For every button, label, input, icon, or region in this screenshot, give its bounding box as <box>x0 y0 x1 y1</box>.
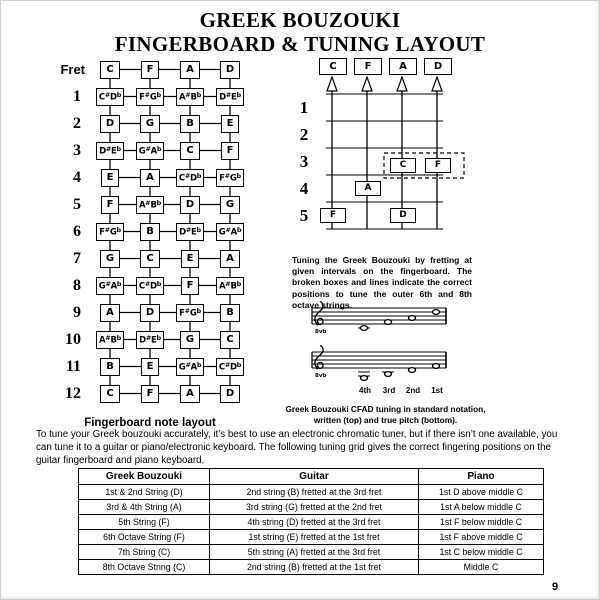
fingerboard-cell <box>90 88 130 106</box>
table-cell: 1st C below middle C <box>419 545 544 560</box>
note-box: E <box>181 250 200 268</box>
accidental: # <box>105 279 111 288</box>
fingerboard-cell <box>130 331 170 349</box>
fingerboard-cell <box>130 304 170 322</box>
fingerboard-cell <box>170 250 210 268</box>
accidental: # <box>224 171 230 180</box>
note-box: $C^{\#}D^b$ <box>136 277 164 295</box>
fingerboard-cell <box>170 331 210 349</box>
fret-number: 10 <box>65 330 81 348</box>
whole-note <box>361 376 368 381</box>
fingerboard-cell <box>170 115 210 133</box>
note-box: G <box>180 331 200 349</box>
accidental: b <box>196 171 202 180</box>
fingerboard-cell <box>130 277 170 295</box>
whole-note <box>409 368 416 373</box>
fingerboard-cell <box>90 277 130 295</box>
fingerboard-cell <box>90 331 130 349</box>
string-label: 1st <box>431 386 443 395</box>
fingerboard-caption: Fingerboard note layout <box>84 417 216 429</box>
table-row <box>79 530 544 545</box>
note-box: C <box>100 385 119 403</box>
fret-number: 7 <box>73 249 81 267</box>
note-box: F <box>181 277 200 295</box>
tuning-table <box>78 468 544 575</box>
fingerboard-fret-row <box>50 380 250 407</box>
table-body <box>79 485 544 575</box>
table-cell: 3rd string (G) fretted at the 2nd fret <box>210 500 419 515</box>
fingerboard-header-row <box>50 56 250 83</box>
accidental: # <box>185 360 191 369</box>
fingerboard-cell <box>90 223 130 241</box>
accidental: b <box>116 333 121 342</box>
octave-mark: 8vb <box>315 329 327 335</box>
fret-number: 2 <box>73 114 81 132</box>
accidental: b <box>236 225 242 234</box>
fingerboard-cell <box>210 304 250 322</box>
arrowhead-icon <box>432 77 442 91</box>
note-box: D <box>180 196 200 214</box>
tuning-diagram <box>292 58 477 253</box>
fingerboard-fret-row <box>50 218 250 245</box>
note-box: A <box>180 385 200 403</box>
fingerboard-cell <box>210 223 250 241</box>
note-box: $C^{\#}D^b$ <box>216 358 244 376</box>
accidental: # <box>225 90 232 99</box>
accidental: b <box>236 279 241 288</box>
fingerboard-cell <box>90 385 130 403</box>
table-row <box>79 500 544 515</box>
note-box: E <box>221 115 240 133</box>
note-box: A <box>220 250 240 268</box>
fingerboard-cell <box>130 196 170 214</box>
table-cell: 3rd & 4th String (A) <box>79 500 210 515</box>
note-box: $F^{\#}G^b$ <box>136 88 164 106</box>
table-cell: 1st F below middle C <box>419 515 544 530</box>
fingerboard-cell <box>130 223 170 241</box>
note-box: $G^{\#}A^b$ <box>96 277 124 295</box>
fingerboard-fret-row <box>50 164 250 191</box>
title-line-2: FINGERBOARD & TUNING LAYOUT <box>114 31 486 56</box>
open-note-box: D <box>220 61 240 79</box>
open-note-box: F <box>141 61 160 79</box>
fingerboard-cell <box>170 223 210 241</box>
fingerboard-fret-row <box>50 191 250 218</box>
table-cell: 1st D above middle C <box>419 485 544 500</box>
note-box: F <box>221 142 240 160</box>
fingerboard-cell <box>170 277 210 295</box>
fingerboard-cell <box>90 250 130 268</box>
table-row <box>79 560 544 575</box>
accidental: # <box>144 279 150 288</box>
fretted-note-box: A <box>355 181 381 196</box>
string-label: 3rd <box>382 386 396 395</box>
note-box: C <box>140 250 159 268</box>
note-box: $C^{\#}D^b$ <box>96 88 124 106</box>
table-header-piano: Piano <box>419 469 544 485</box>
note-box: D <box>220 385 240 403</box>
fingerboard-cell <box>210 250 250 268</box>
note-box: $A^{\#}B^b$ <box>176 88 204 106</box>
accidental: b <box>196 90 201 99</box>
table-cell: 2nd string (B) fretted at the 1st fret <box>210 560 419 575</box>
open-note-box: C <box>100 61 119 79</box>
fingerboard-cell <box>210 88 250 106</box>
fingerboard-cell <box>210 331 250 349</box>
fret-number: 5 <box>73 195 81 213</box>
accidental: # <box>185 225 192 234</box>
fret-number: 4 <box>299 179 309 198</box>
tuning-grid-lines <box>292 58 477 253</box>
note-box: A <box>140 169 160 187</box>
note-box: D <box>140 304 160 322</box>
note-box: F <box>101 196 120 214</box>
page-title <box>0 9 600 56</box>
accidental: # <box>184 171 190 180</box>
fingerboard-cell <box>210 196 250 214</box>
fret-column-label: Fret <box>60 62 85 77</box>
note-box: E <box>141 358 160 376</box>
whole-note <box>433 364 440 369</box>
fret-number: 11 <box>65 357 81 375</box>
arrowhead-icon <box>397 77 407 91</box>
accidental: # <box>144 90 150 99</box>
note-box: B <box>180 115 200 133</box>
note-box: $F^{\#}G^b$ <box>176 304 204 322</box>
fingerboard-cell <box>210 358 250 376</box>
accidental: # <box>224 360 230 369</box>
music-notation <box>296 300 471 398</box>
fret-number: 8 <box>73 276 81 294</box>
body-paragraph: To tune your Greek bouzouki accurately, it’s best to use an electronic chromatic tuner, but if there isn’t one available, you can tune it to a guitar or piano/electronic keyboard. The following tuning grid gives the correct fingering positions on the guitar fingerboard and piano keyboard. <box>36 429 558 466</box>
fret-number: 1 <box>299 98 309 117</box>
fingerboard-cell <box>90 304 130 322</box>
table-cell: Middle C <box>419 560 544 575</box>
note-box: G <box>140 115 160 133</box>
note-box: $D^{\#}E^b$ <box>136 331 164 349</box>
accidental: # <box>104 225 110 234</box>
fingerboard-cell <box>90 61 130 79</box>
open-string-box: F <box>354 58 382 75</box>
fingerboard-diagram <box>50 56 250 429</box>
note-box: $A^{\#}B^b$ <box>216 277 244 295</box>
fretted-note-box: F <box>320 208 346 223</box>
fingerboard-cell <box>90 169 130 187</box>
accidental: b <box>116 225 121 234</box>
table-cell: 5th String (F) <box>79 515 210 530</box>
note-box: $F^{\#}G^b$ <box>216 169 244 187</box>
table-cell: 7th String (C) <box>79 545 210 560</box>
fingerboard-cell <box>90 196 130 214</box>
fingerboard-cell <box>170 358 210 376</box>
accidental: # <box>104 90 110 99</box>
table-cell: 8th Octave String (C) <box>79 560 210 575</box>
note-box: $C^{\#}D^b$ <box>176 169 204 187</box>
note-box: G <box>100 250 120 268</box>
table-cell: 6th Octave String (F) <box>79 530 210 545</box>
octave-tuning-box: F <box>425 158 451 173</box>
note-box: F <box>141 385 160 403</box>
title-line-1: GREEK BOUZOUKI <box>199 8 401 32</box>
fingerboard-fret-row <box>50 245 250 272</box>
fingerboard-fret-row <box>50 272 250 299</box>
fingerboard-cell <box>130 358 170 376</box>
whole-note <box>361 326 368 331</box>
fret-number: 1 <box>73 87 81 105</box>
note-box: $G^{\#}A^b$ <box>216 223 244 241</box>
accidental: b <box>196 306 201 315</box>
fingerboard-cell <box>130 385 170 403</box>
open-note-box: A <box>180 61 200 79</box>
note-box: $A^{\#}B^b$ <box>96 331 124 349</box>
note-box: E <box>101 169 120 187</box>
open-string-box: C <box>319 58 347 75</box>
notation-caption: Greek Bouzouki CFAD tuning in standard notation, written (top) and true pitch (bottom). <box>285 404 486 425</box>
fingerboard-cell <box>170 169 210 187</box>
whole-note <box>385 372 392 377</box>
accidental: b <box>156 144 162 153</box>
note-box: $D^{\#}E^b$ <box>216 88 244 106</box>
fingerboard-fret-row <box>50 353 250 380</box>
staff-written <box>312 302 446 336</box>
table-row <box>79 545 544 560</box>
note-box: $A^{\#}B^b$ <box>136 196 164 214</box>
octave-tuning-box: C <box>390 158 416 173</box>
accidental: # <box>105 333 111 342</box>
fingerboard-rows <box>50 83 250 407</box>
fingerboard-cell <box>210 277 250 295</box>
table-header-guitar: Guitar <box>210 469 419 485</box>
treble-clef-icon <box>315 346 323 370</box>
note-box: $D^{\#}E^b$ <box>96 142 124 160</box>
fret-number: 2 <box>299 125 309 144</box>
page-number: 9 <box>552 581 559 593</box>
note-box: B <box>220 304 240 322</box>
whole-note <box>409 316 416 321</box>
fingerboard-cell <box>210 169 250 187</box>
fingerboard-fret-row <box>50 326 250 353</box>
table-row <box>79 515 544 530</box>
fingerboard-cell <box>210 61 250 79</box>
string-label: 2nd <box>405 386 421 395</box>
fingerboard-cell <box>170 304 210 322</box>
accidental: # <box>225 279 231 288</box>
table-cell: 1st A below middle C <box>419 500 544 515</box>
note-box: $D^{\#}E^b$ <box>176 223 204 241</box>
table-cell: 4th string (D) fretted at the 3rd fret <box>210 515 419 530</box>
accidental: b <box>196 360 202 369</box>
fret-number: 12 <box>65 384 81 402</box>
whole-note <box>433 310 440 315</box>
open-string-box: A <box>389 58 417 75</box>
fingerboard-cell <box>130 169 170 187</box>
accidental: b <box>116 279 122 288</box>
table-cell: 1st & 2nd String (D) <box>79 485 210 500</box>
fingerboard-cell <box>170 61 210 79</box>
fingerboard-cell <box>130 61 170 79</box>
note-box: D <box>100 115 120 133</box>
accidental: b <box>236 360 242 369</box>
fingerboard-cell <box>130 88 170 106</box>
table-header-bouzouki: Greek Bouzouki <box>79 469 210 485</box>
fingerboard-cell <box>90 358 130 376</box>
tuning-caption: Tuning the Greek Bouzouki by fretting at given intervals on the fingerboard. The broken boxes and lines indicate the correct positions to tune the outer 6th and 8th octave strings. <box>292 255 472 310</box>
fingerboard-cell <box>90 115 130 133</box>
fingerboard-cell <box>210 142 250 160</box>
open-string-box: D <box>424 58 452 75</box>
note-box: $G^{\#}A^b$ <box>176 358 204 376</box>
fretted-note-box: D <box>390 208 416 223</box>
fingerboard-fret-row <box>50 137 250 164</box>
accidental: # <box>145 333 152 342</box>
treble-clef-icon <box>315 302 323 326</box>
accidental: # <box>185 90 191 99</box>
table-cell: 1st F above middle C <box>419 530 544 545</box>
table-header-row <box>79 469 544 485</box>
accidental: b <box>156 333 161 342</box>
accidental: # <box>184 306 190 315</box>
note-box: C <box>220 331 239 349</box>
fingerboard-cell <box>130 142 170 160</box>
fret-number: 5 <box>299 206 309 225</box>
arrowhead-icon <box>362 77 372 91</box>
note-box: B <box>100 358 120 376</box>
whole-note <box>385 320 392 325</box>
accidental: # <box>145 198 151 207</box>
fingerboard-cell <box>170 88 210 106</box>
fret-number: 3 <box>73 141 81 159</box>
fingerboard-cell <box>170 385 210 403</box>
accidental: # <box>225 225 231 234</box>
octave-mark: 8vb <box>315 373 327 379</box>
arrowhead-icon <box>327 77 337 91</box>
accidental: b <box>236 171 241 180</box>
accidental: # <box>105 144 112 153</box>
fingerboard-cell <box>170 142 210 160</box>
note-box: G <box>220 196 240 214</box>
note-box: A <box>100 304 120 322</box>
table-row <box>79 485 544 500</box>
notation-staves <box>296 300 471 384</box>
fingerboard-cell <box>130 250 170 268</box>
staff-true-pitch <box>312 346 446 381</box>
note-box: C <box>180 142 199 160</box>
fingerboard-fret-row <box>50 299 250 326</box>
fingerboard-fret-row <box>50 110 250 137</box>
string-label: 4th <box>359 386 371 395</box>
fret-number: 9 <box>73 303 81 321</box>
accidental: # <box>145 144 151 153</box>
note-box: $G^{\#}A^b$ <box>136 142 164 160</box>
fret-number: 3 <box>299 152 309 171</box>
accidental: b <box>236 90 241 99</box>
accidental: b <box>156 90 161 99</box>
accidental: b <box>116 144 121 153</box>
fingerboard-fret-row <box>50 83 250 110</box>
fingerboard-cell <box>90 142 130 160</box>
fingerboard-cell <box>210 115 250 133</box>
fret-number: 6 <box>73 222 81 240</box>
fingerboard-cell <box>130 115 170 133</box>
fret-number: 4 <box>73 168 81 186</box>
accidental: b <box>196 225 201 234</box>
accidental: b <box>156 198 161 207</box>
table-cell: 2nd string (B) fretted at the 3rd fret <box>210 485 419 500</box>
fingerboard-cell <box>170 196 210 214</box>
table-cell: 5th string (A) fretted at the 3rd fret <box>210 545 419 560</box>
accidental: b <box>116 90 122 99</box>
accidental: b <box>156 279 162 288</box>
note-box: $F^{\#}G^b$ <box>96 223 124 241</box>
fingerboard-cell <box>210 385 250 403</box>
table-cell: 1st string (E) fretted at the 1st fret <box>210 530 419 545</box>
note-box: B <box>140 223 160 241</box>
